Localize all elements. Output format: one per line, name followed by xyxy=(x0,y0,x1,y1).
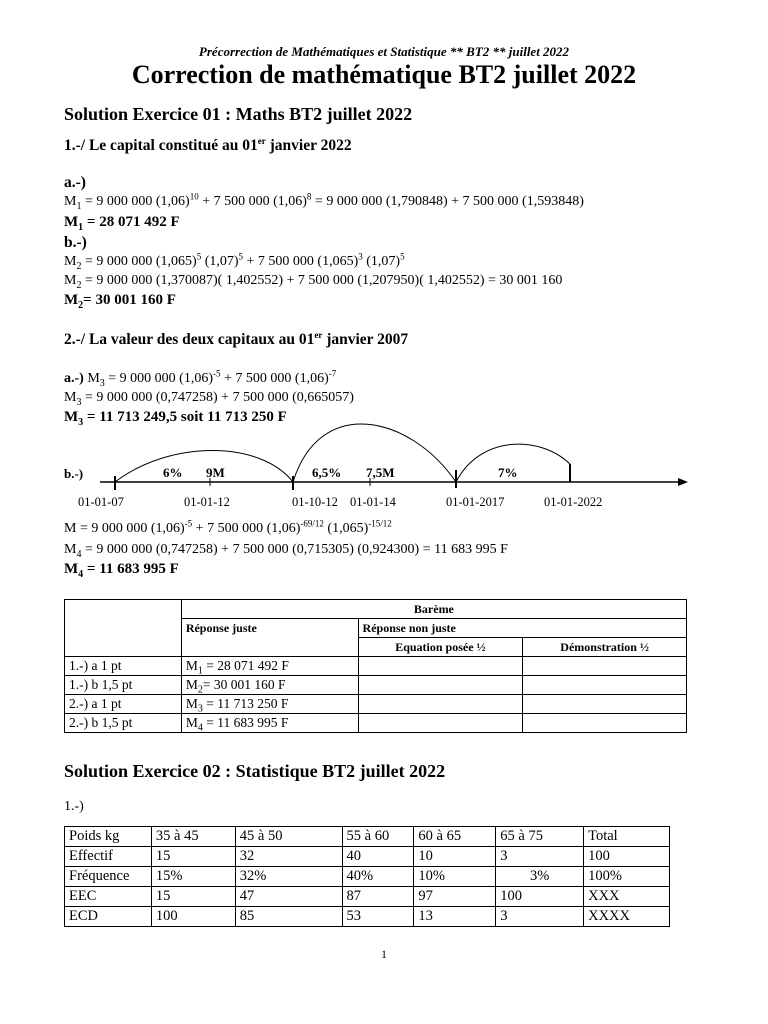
timeline-label: b.-) xyxy=(64,466,84,481)
row-label: EEC xyxy=(65,887,152,907)
formula-m: M = 9 000 000 $(1,06)^{-5} + 7$ 500 000 $(1,06)^{-69/12}$ $(1,065)^{-15/12}$ xyxy=(64,518,392,536)
header-demonstration: Démonstration ½ xyxy=(523,638,687,657)
question-1-heading: 1.-/ Le capital constitué au 01er janvier 2022 xyxy=(64,135,352,154)
bareme-question: 1.-) b 1,5 pt xyxy=(65,676,182,695)
table-cell: XXX xyxy=(584,887,670,907)
table-cell: 45 à 50 xyxy=(235,827,342,847)
table-cell: 32% xyxy=(235,867,342,887)
timeline-arrowhead xyxy=(678,478,688,486)
table-cell: 3 xyxy=(496,847,584,867)
table-cell: 40 xyxy=(342,847,414,867)
part-b-label: b.-) xyxy=(64,234,87,251)
bareme-cell xyxy=(358,657,523,676)
date-6: 01-01-2022 xyxy=(544,495,603,509)
table-row xyxy=(65,695,687,714)
table-cell: 32 xyxy=(235,847,342,867)
amount-1: 9M xyxy=(206,465,225,480)
table-cell: 15 xyxy=(151,847,235,867)
bareme-answer: $M_1 = 28$ 071 492 F xyxy=(181,657,358,676)
table-row xyxy=(65,676,687,695)
header-reponse-non-juste: Réponse non juste xyxy=(358,619,686,638)
table-cell: XXXX xyxy=(584,907,670,927)
timeline-diagram xyxy=(60,420,700,512)
bareme-answer: $M_2= 30$ 001 160 F xyxy=(181,676,358,695)
row-label: Fréquence xyxy=(65,867,152,887)
table-row xyxy=(65,907,670,927)
statistics-table xyxy=(64,826,670,927)
bareme-question: 1.-) a 1 pt xyxy=(65,657,182,676)
table-cell: 53 xyxy=(342,907,414,927)
result-m3: $M_3 = 11$ 713 249,5 soit 11 713 250 F xyxy=(64,409,287,428)
table-cell: Total xyxy=(584,827,670,847)
table-cell: 10% xyxy=(414,867,496,887)
table-cell: 65 à 75 xyxy=(496,827,584,847)
row-label: Effectif xyxy=(65,847,152,867)
table-cell: 40% xyxy=(342,867,414,887)
date-2: 01-01-12 xyxy=(184,495,230,509)
formula-m4-values: $M_4 = 9$ 000 000 (0,747258) + 7 500 000 (0,715305) (0,924300) = 11 683 995 F xyxy=(64,542,508,560)
table-row xyxy=(65,887,670,907)
bareme-answer: $M_4 = 11$ 683 995 F xyxy=(181,714,358,733)
table-row xyxy=(65,657,687,676)
amount-2: 7,5M xyxy=(366,465,395,480)
bareme-cell xyxy=(523,676,687,695)
question-2-heading: 2.-/ La valeur des deux capitaux au 01er janvier 2007 xyxy=(64,329,409,348)
table-row xyxy=(65,847,670,867)
formula-m2-values: $M_2 = 9$ 000 000 (1,370087)( 1,402552) + 7 500 000 (1,207950)( 1,402552) = 30 001 160 xyxy=(64,273,563,291)
table-cell: 100 xyxy=(151,907,235,927)
row-label: Poids kg xyxy=(65,827,152,847)
table-header-row xyxy=(65,827,670,847)
table-cell: 10 xyxy=(414,847,496,867)
bareme-title: Barème xyxy=(181,600,686,619)
bareme-cell xyxy=(523,695,687,714)
bareme-cell xyxy=(523,714,687,733)
arc-period-1 xyxy=(115,451,293,483)
exercise-2-heading: Solution Exercice 02 : Statistique BT2 juillet 2022 xyxy=(64,761,446,781)
page-title: Correction de mathématique BT2 juillet 2022 xyxy=(131,60,637,89)
table-cell: 97 xyxy=(414,887,496,907)
rate-1: 6% xyxy=(163,465,183,480)
formula-m3: a.-) $M_3 = 9$ 000 000 $(1,06)^{-5} + 7$ 500 000 $(1,06)^{-7}$ xyxy=(64,368,337,389)
rate-3: 7% xyxy=(498,465,518,480)
table-row xyxy=(65,867,670,887)
table-cell: 3 xyxy=(496,907,584,927)
exercise-1-heading: Solution Exercice 01 : Maths BT2 juillet 2022 xyxy=(64,104,413,124)
table-row xyxy=(65,714,687,733)
formula-m2: $M_2 = 9$ 000 000 $(1,065)^5$ $(1,07)^5 + 7$ 500 000 $(1,065)^3$ $(1,07)^5$ xyxy=(64,251,405,272)
bareme-cell xyxy=(358,695,523,714)
date-5: 01-01-2017 xyxy=(446,495,505,509)
bareme-cell xyxy=(358,676,523,695)
table-cell: 87 xyxy=(342,887,414,907)
table-cell: 15 xyxy=(151,887,235,907)
header-equation: Equation posée ½ xyxy=(358,638,523,657)
bareme-table xyxy=(64,599,687,733)
rate-2: 6,5% xyxy=(312,465,342,480)
table-cell: 13 xyxy=(414,907,496,927)
bareme-question: 2.-) a 1 pt xyxy=(65,695,182,714)
part-a-label: a.-) xyxy=(64,174,86,191)
bareme-cell xyxy=(523,657,687,676)
date-3: 01-10-12 xyxy=(292,495,338,509)
exercise-2-question-1: 1.-) xyxy=(64,799,84,814)
table-cell: 85 xyxy=(235,907,342,927)
row-label: ECD xyxy=(65,907,152,927)
bareme-question: 2.-) b 1,5 pt xyxy=(65,714,182,733)
table-cell: 60 à 65 xyxy=(414,827,496,847)
result-m4: $M_4 = 11$ 683 995 F xyxy=(64,561,179,580)
table-cell: 55 à 60 xyxy=(342,827,414,847)
bareme-cell xyxy=(358,714,523,733)
table-cell: 35 à 45 xyxy=(151,827,235,847)
page-header: Précorrection de Mathématiques et Statistique ** BT2 ** juillet 2022 xyxy=(198,44,570,59)
table-cell: 3% xyxy=(496,867,584,887)
formula-m3-values: $M_3 = 9$ 000 000 (0,747258) + 7 500 000 (0,665057) xyxy=(64,390,354,408)
date-1: 01-01-07 xyxy=(78,495,124,509)
table-cell: 100 xyxy=(584,847,670,867)
result-m2: $M_2= 30$ 001 160 F xyxy=(64,292,176,311)
table-cell: 47 xyxy=(235,887,342,907)
header-reponse-juste: Réponse juste xyxy=(181,619,358,657)
bareme-empty-cell xyxy=(65,600,182,657)
table-cell: 15% xyxy=(151,867,235,887)
page-number: 1 xyxy=(381,947,387,961)
table-cell: 100% xyxy=(584,867,670,887)
bareme-answer: $M_3 = 11$ 713 250 F xyxy=(181,695,358,714)
date-4: 01-01-14 xyxy=(350,495,396,509)
table-cell: 100 xyxy=(496,887,584,907)
formula-m1: $M_1 = 9$ 000 000 $(1,06)^{10} + 7$ 500 000 $(1,06)^8 = 9$ 000 000 (1,790848) + 7 500 000 (1,593848) xyxy=(64,191,584,212)
result-m1: $M_1 = 28$ 071 492 F xyxy=(64,214,180,233)
